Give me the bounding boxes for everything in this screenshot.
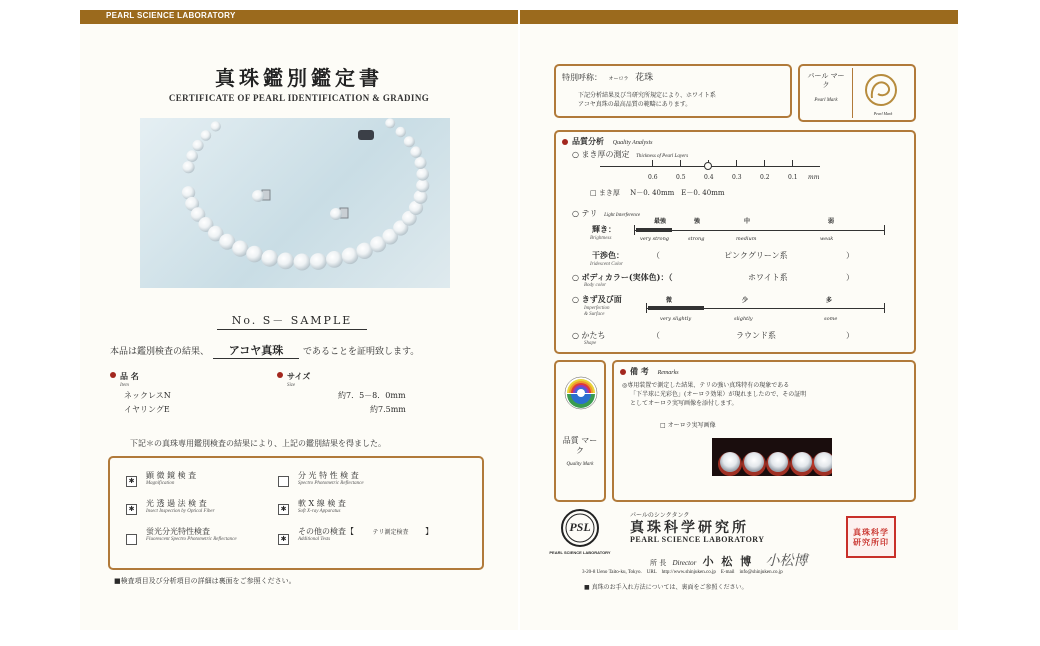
- brightness-selected-bar: [636, 228, 672, 232]
- imperfection-label-en: & Surface: [584, 312, 605, 317]
- interference-label: 干渉色：: [592, 250, 624, 260]
- exam-item: [146, 526, 256, 543]
- brightness-tick: [884, 225, 885, 235]
- pearl-bead: [385, 118, 395, 128]
- necklace-clasp: [358, 130, 374, 140]
- item-name: イヤリングE: [124, 405, 170, 414]
- teri-scale-label: 弱: [828, 218, 835, 225]
- pearl-mark-label: パール マーク: [807, 72, 845, 89]
- shape-label: かたち: [581, 331, 606, 340]
- certificate-title: 真珠鑑別鑑定書: [215, 66, 383, 90]
- pearl-mark-box: [798, 64, 916, 122]
- pearl-mark-en: Pearl Mark: [814, 98, 838, 103]
- exam-extra: テリ測定検査: [372, 529, 409, 536]
- remarks-line: としてオーロラ実写画像を添付します。: [630, 400, 738, 407]
- exam-label-en: Spectro Photometric Reflectance: [298, 481, 364, 486]
- pearl-bead: [310, 253, 327, 270]
- director-label: 所 長: [650, 559, 667, 567]
- thickness-tick: [652, 160, 653, 166]
- pearl-bead: [414, 190, 428, 204]
- exam-checkbox: [278, 476, 289, 487]
- pearl-necklace-image: [140, 118, 450, 288]
- special-name-box: [554, 64, 792, 118]
- brightness-tick-label: weak: [820, 236, 834, 242]
- body-color-label: ボディカラー(実体色)：（: [581, 272, 673, 282]
- pearl-bead: [415, 157, 427, 169]
- pearl-bead: [326, 251, 343, 268]
- pearl-bead: [246, 246, 263, 263]
- thickness-tick-label: 0.3: [732, 174, 742, 181]
- exam-label: 顕 微 鏡 検 査: [146, 471, 197, 480]
- quality-mark-label: 品質 マーク: [562, 436, 598, 455]
- pearl-bead: [182, 161, 194, 173]
- director-name: 小 松 博: [702, 555, 754, 568]
- pearl-bead: [294, 254, 311, 271]
- brightness-tick-label: medium: [736, 236, 757, 242]
- exam-label: 軟 X 線 検 査: [298, 499, 346, 508]
- director-en: Director: [672, 559, 697, 567]
- thickness-tick: [680, 160, 681, 166]
- exam-item: [298, 470, 364, 487]
- brand-bar-right: [520, 10, 958, 24]
- pearl-photo: [140, 118, 450, 288]
- footnote-right: ■ 真珠のお手入れ方法については、裏面をご参照ください。: [584, 584, 748, 591]
- imperfection-tick: [884, 303, 885, 313]
- bullet-icon: [562, 139, 568, 145]
- aurora-photo-image: [712, 438, 832, 476]
- imperfection-label-en: Imperfection: [584, 306, 610, 311]
- aurora-image-label: オーロラ実写画像: [667, 422, 716, 429]
- quality-mark-logo-icon: [564, 376, 598, 410]
- item-name: ネックレスN: [124, 391, 171, 400]
- imperfection-heading: ○ きず及び面: [572, 294, 622, 304]
- lab-address: 3-20-8 Ueno Taito-ku, Tokyo. URL http://www.shinjuken.co.jp E-mail info@shinjuken.co.jp: [582, 570, 783, 575]
- pearl-mark-logo-caption: Pearl Mark: [873, 111, 893, 116]
- psl-logo-caption: PEARL SCIENCE LABORATORY: [549, 550, 611, 555]
- psl-logo-text: PSL: [569, 520, 591, 534]
- pearl-bead: [404, 136, 415, 147]
- remarks-heading: [620, 366, 679, 377]
- item-label-en: Item: [120, 383, 129, 388]
- item-size: 約7．5－8．0mm: [338, 391, 406, 400]
- body-color-value: ホワイト系: [748, 273, 788, 282]
- footnote-left: ■検査項目及び分析項目の詳細は裏面をご参照ください。: [114, 577, 296, 585]
- analysis-heading: [562, 136, 653, 147]
- quality-mark-box: [554, 360, 606, 502]
- analysis-title-en: Quality Analysis: [612, 140, 653, 146]
- certificate-back-page: [520, 10, 958, 630]
- pearl-bead: [186, 150, 198, 162]
- shape-label-en: Shape: [584, 341, 597, 346]
- pearl-bead: [192, 140, 203, 151]
- exam-label: 蛍光分光特性検査: [146, 527, 210, 536]
- aurora-image-caption: □ オーロラ実写画像: [660, 422, 716, 429]
- imperfection-scale-label: 微: [666, 297, 673, 304]
- pearl-bead: [201, 130, 212, 141]
- exam-item: [298, 526, 433, 543]
- brightness-label-en: Brightness: [590, 236, 612, 241]
- pearl-bead: [277, 253, 294, 270]
- pearl-bead: [416, 179, 429, 192]
- item-heading: [110, 364, 139, 388]
- remarks-box: [612, 360, 916, 502]
- identification-result: [110, 342, 419, 359]
- remarks-title: 備 考: [630, 366, 649, 376]
- body-color-heading: ○ ボディカラー(実体色)：（: [572, 272, 673, 282]
- thickness-small-label: まき厚: [598, 189, 620, 197]
- pearl-bead: [342, 248, 359, 265]
- body-color-label-en: Body color: [584, 283, 607, 288]
- special-name-line: [562, 70, 653, 83]
- pearl-bead: [416, 168, 429, 181]
- psl-logo: [560, 508, 600, 548]
- exam-checkbox: ✱: [278, 504, 289, 515]
- special-name-label: 特別呼称：: [562, 73, 602, 82]
- exam-label-en: Insect Inspection by Optical Fiber: [146, 509, 215, 514]
- lab-seal-text: 真珠科学研究所印: [853, 527, 889, 547]
- earring: [330, 208, 348, 220]
- imperfection-scale-label: 多: [826, 297, 833, 304]
- exam-list-box: [108, 456, 484, 570]
- brand-bar: [80, 10, 518, 24]
- thickness-reading: N－0. 40mm E－0. 40mm: [630, 189, 725, 197]
- bullet-icon: [110, 372, 116, 378]
- teri-scale-label: 強: [694, 218, 701, 225]
- exam-item: [146, 498, 215, 515]
- exam-item: [298, 498, 346, 515]
- special-name-desc: 下記分析結果及び当研究所規定により、ホワイト系: [578, 92, 716, 99]
- certificate-subtitle: CERTIFICATE OF PEARL IDENTIFICATION & GRADING: [168, 93, 430, 103]
- thickness-label-en: Thickness of Pearl Layers: [636, 154, 689, 159]
- quality-mark-en: Quality Mark: [566, 462, 594, 467]
- pearl-mark-logo-icon: [860, 72, 902, 110]
- pearl-bead: [211, 121, 221, 131]
- lab-tagline: パールのシンクタンク: [630, 512, 690, 519]
- imperfection-tick-label: some: [824, 316, 838, 322]
- result-post-text: であることを証明致します。: [303, 347, 420, 357]
- brightness-tick-label: very strong: [640, 236, 669, 242]
- thickness-tick-label: 0.6: [648, 174, 658, 181]
- shape-open: （: [652, 331, 660, 340]
- exam-label-en: Soft X-ray Apparatus: [298, 509, 341, 514]
- interference-open: （: [652, 251, 660, 260]
- thickness-tick-label: 0.2: [760, 174, 770, 181]
- exam-bracket-close: 】: [425, 527, 434, 536]
- exam-label: その他の検査【: [298, 527, 354, 536]
- teri-scale-label: 中: [744, 218, 751, 225]
- exam-item: [146, 470, 196, 487]
- interference-close: ）: [846, 251, 854, 260]
- teri-heading: ○ テリ Light Interference: [572, 209, 641, 218]
- pearl-bead: [232, 241, 248, 257]
- brightness-tick: [634, 225, 635, 235]
- item-label: 品 名: [120, 371, 139, 381]
- brightness-tick-label: strong: [688, 236, 705, 242]
- lab-seal-stamp: [846, 516, 896, 558]
- size-label-en: Size: [287, 383, 296, 388]
- teri-label: テリ: [581, 209, 598, 218]
- imperfection-tick-label: slightly: [734, 316, 753, 322]
- thickness-tick: [736, 160, 737, 166]
- special-name-desc: アコヤ真珠の最高品質の範疇にあります。: [578, 101, 692, 108]
- thickness-label: まき厚の測定: [581, 150, 630, 159]
- thickness-tick-label: 0.5: [676, 174, 686, 181]
- thickness-reading-line: □ まき厚 N－0. 40mm E－0. 40mm: [590, 189, 725, 197]
- certificate-number: No. S－ SAMPLE: [217, 312, 367, 330]
- lab-name-en: PEARL SCIENCE LABORATORY: [630, 535, 765, 544]
- teri-scale-label: 最強: [654, 218, 667, 225]
- imperfection-tick: [646, 303, 647, 313]
- remarks-line: 「下半球に光彩色」(オーロラ効果）が現れましたので、その証明: [630, 391, 807, 398]
- lab-director: [650, 550, 807, 570]
- exam-checkbox: ✱: [278, 534, 289, 545]
- exam-checkbox: ✱: [126, 504, 137, 515]
- thickness-heading: ○ まき厚の測定 Thickness of Pearl Layers: [572, 150, 689, 159]
- exam-label: 分 光 特 性 検 査: [298, 471, 359, 480]
- pearl-bead: [261, 250, 278, 267]
- exam-note: 下記＊の真珠専用鑑別検査の結果により、上記の鑑別結果を得ました。: [130, 439, 386, 448]
- interference-value: ピンクグリーン系: [724, 251, 788, 260]
- result-pre-text: 本品は鑑別検査の結果、: [110, 347, 210, 357]
- imperfection-scale-label: 少: [742, 297, 749, 304]
- pearl-bead: [396, 127, 406, 137]
- quality-analysis-box: [554, 130, 916, 354]
- exam-label: 光 透 過 法 検 査: [146, 499, 207, 508]
- exam-checkbox: ✱: [126, 476, 137, 487]
- exam-label-en: Magnification: [146, 481, 175, 486]
- remarks-line: ◎専用装置で測定した結果、テリの強い真珠特有の現象である: [622, 382, 790, 389]
- lab-name-jp: 真珠科学研究所: [630, 520, 749, 536]
- thickness-tick: [764, 160, 765, 166]
- body-color-close: ）: [846, 273, 854, 282]
- certificate-front-page: [80, 10, 518, 630]
- item-size: 約7.5mm: [370, 405, 406, 414]
- analysis-title: 品質分析: [572, 136, 604, 146]
- shape-heading: ○ かたち: [572, 331, 606, 340]
- thickness-tick: [792, 160, 793, 166]
- pearl-bead: [410, 146, 421, 157]
- result-value: アコヤ真珠: [213, 342, 299, 359]
- exam-label-en: Fluorescent Spectro Photometric Reflectance: [146, 537, 237, 542]
- size-heading: [277, 364, 310, 388]
- size-label: サイズ: [287, 371, 311, 381]
- bullet-icon: [620, 369, 626, 375]
- shape-close: ）: [846, 331, 854, 340]
- special-name-value: 花珠: [635, 73, 654, 83]
- brightness-label: 輝き：: [592, 224, 616, 234]
- shape-value: ラウンド系: [736, 331, 776, 340]
- imperfection-tick-label: very slightly: [660, 316, 692, 322]
- interference-label-en: Iridescent Color: [590, 262, 623, 267]
- exam-checkbox: [126, 534, 137, 545]
- divider: [852, 68, 853, 118]
- imperfection-selected-bar: [648, 306, 704, 310]
- brand-name: PEARL SCIENCE LABORATORY: [106, 11, 236, 20]
- earring: [252, 190, 270, 202]
- teri-label-en: Light Interference: [604, 213, 641, 218]
- imperfection-label: きず及び面: [581, 294, 622, 304]
- thickness-tick-label: 0.4: [704, 174, 714, 181]
- director-signature: 小松博: [765, 553, 808, 569]
- bullet-icon: [277, 372, 283, 378]
- thickness-tick-label: 0.1: [788, 174, 798, 181]
- exam-label-en: Additional Tests: [298, 537, 331, 542]
- thickness-marker: [704, 162, 712, 170]
- remarks-title-en: Remarks: [657, 370, 679, 376]
- special-name-prefix: オーロラ: [608, 76, 629, 82]
- thickness-unit: mm: [808, 174, 820, 181]
